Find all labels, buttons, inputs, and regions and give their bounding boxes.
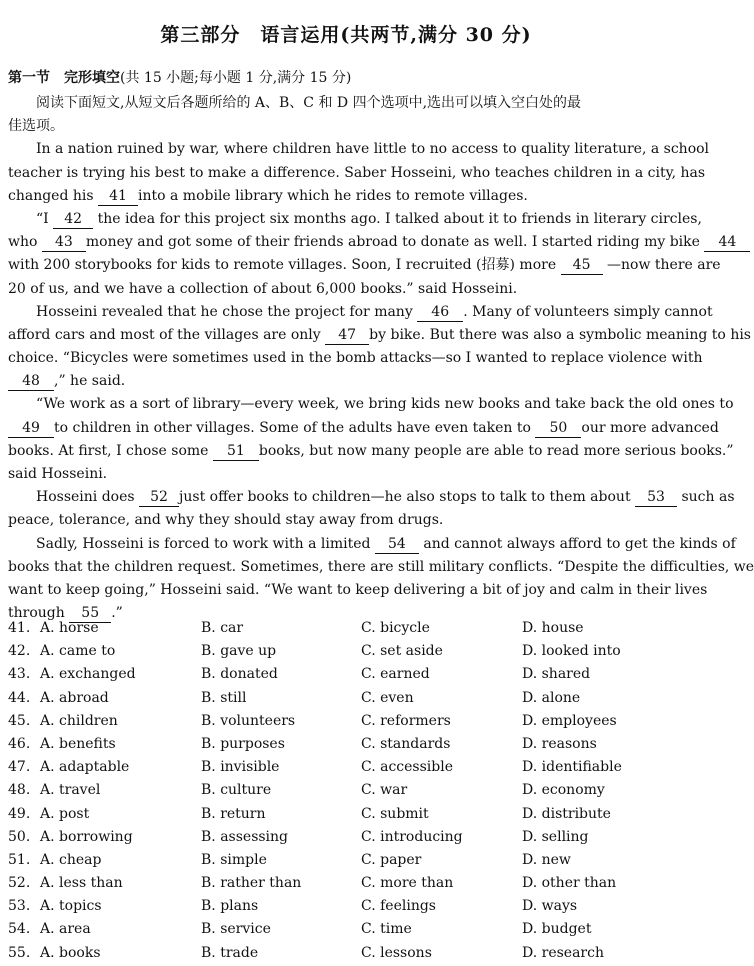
text: by bike. But there was also a symbolic meaning to his — [369, 326, 751, 343]
section-detail: (共 15 小题;每小题 1 分,满分 15 分) — [120, 70, 352, 86]
question-number: 55. — [8, 944, 31, 961]
blank-49[interactable]: 49 — [8, 420, 54, 438]
text: through — [8, 605, 65, 622]
passage-line — [8, 231, 737, 254]
question-number: 45. — [8, 712, 31, 729]
text: with 200 storybooks for kids to remote villages. Soon, I recruited (招募) more — [8, 257, 557, 274]
text: books. At first, I chose some — [8, 442, 209, 459]
option-d[interactable]: D. shared — [522, 666, 591, 683]
question-number: 42. — [8, 643, 31, 660]
option-b[interactable]: B. trade — [201, 944, 259, 961]
question-row — [8, 942, 686, 965]
question-row — [8, 617, 686, 640]
passage-line: “We work as a sort of library—every week, we bring kids new books and take back the old ones to — [36, 396, 734, 413]
option-d[interactable]: D. other than — [522, 875, 617, 892]
option-c[interactable]: C. earned — [361, 666, 430, 683]
option-b[interactable]: B. assessing — [201, 828, 289, 845]
text: money and got some of their friends abroad to donate as well. I started riding my bike — [85, 234, 700, 251]
passage-line — [8, 324, 751, 347]
option-d[interactable]: D. alone — [522, 689, 581, 706]
option-c[interactable]: C. paper — [361, 851, 422, 868]
option-c[interactable]: C. lessons — [361, 944, 432, 961]
blank-53[interactable]: 53 — [635, 489, 677, 507]
passage-line — [8, 440, 734, 463]
text: changed his — [8, 187, 94, 204]
option-a[interactable]: A. area — [40, 921, 91, 938]
option-d[interactable]: D. economy — [522, 782, 605, 799]
option-a[interactable]: A. came to — [40, 643, 116, 660]
option-a[interactable]: A. post — [40, 805, 90, 822]
option-a[interactable]: A. cheap — [40, 851, 102, 868]
option-d[interactable]: D. selling — [522, 828, 589, 845]
option-a[interactable]: A. horse — [40, 620, 99, 636]
question-number: 53. — [8, 898, 31, 915]
option-a[interactable]: A. exchanged — [40, 666, 136, 683]
passage-line: said Hosseini. — [8, 466, 108, 482]
question-row — [8, 918, 686, 941]
question-row — [8, 826, 686, 849]
question-number: 44. — [8, 689, 31, 706]
text: “I — [36, 210, 49, 227]
option-c[interactable]: C. accessible — [361, 759, 453, 776]
option-b[interactable]: B. simple — [201, 851, 267, 868]
option-c[interactable]: C. bicycle — [361, 620, 430, 636]
option-c[interactable]: C. more than — [361, 875, 454, 892]
question-row — [8, 872, 686, 895]
text: and cannot always afford to get the kinds of — [423, 535, 736, 552]
blank-43[interactable]: 43 — [42, 234, 86, 252]
passage-line: books that the children request. Sometimes, there are still military conflicts. “Despite the difficulties, we — [8, 558, 754, 575]
option-c[interactable]: C. standards — [361, 735, 451, 752]
passage-line — [8, 533, 736, 556]
option-c[interactable]: C. introducing — [361, 828, 463, 845]
blank-50[interactable]: 50 — [535, 420, 581, 438]
section-heading — [8, 67, 351, 87]
question-number: 49. — [8, 805, 31, 822]
passage-line — [8, 185, 686, 208]
option-d[interactable]: D. ways — [522, 898, 578, 915]
text: who — [8, 234, 38, 251]
option-d[interactable]: D. employees — [522, 712, 617, 729]
text: Sadly, Hosseini is forced to work with a limited — [36, 535, 371, 552]
text: Hosseini revealed that he chose the project for many — [36, 303, 413, 320]
passage-line — [8, 417, 719, 440]
option-a[interactable]: A. borrowing — [40, 828, 133, 845]
text: the idea for this project six months ago. I talked about it to friends in literary circles, — [97, 210, 702, 227]
text: .” — [111, 605, 123, 622]
option-c[interactable]: C. even — [361, 689, 414, 706]
question-row — [8, 756, 686, 779]
question-row — [8, 803, 686, 826]
option-d[interactable]: D. identifiable — [522, 759, 622, 776]
passage-line: peace, tolerance, and why they should stay away from drugs. — [8, 512, 444, 529]
question-number: 52. — [8, 875, 31, 892]
blank-51[interactable]: 51 — [213, 443, 259, 461]
option-d[interactable]: D. reasons — [522, 735, 597, 752]
question-row — [8, 710, 686, 733]
option-b[interactable]: B. still — [201, 689, 247, 706]
passage-line: want to keep going,” Hosseini said. “We want to keep delivering a bit of joy and calm in their lives — [8, 581, 708, 598]
option-c[interactable]: C. feelings — [361, 898, 436, 915]
blank-41[interactable]: 41 — [98, 188, 138, 206]
option-c[interactable]: C. submit — [361, 805, 429, 822]
passage-line — [8, 254, 721, 277]
option-c[interactable]: C. reformers — [361, 712, 451, 729]
question-number: 41. — [8, 620, 31, 636]
question-number: 47. — [8, 759, 31, 776]
option-b[interactable]: B. rather than — [201, 875, 302, 892]
question-number: 54. — [8, 921, 31, 938]
passage-line — [8, 208, 702, 231]
part-title: 第三部分 语言运用(共两节,满分 30 分) — [160, 24, 532, 46]
option-b[interactable]: B. plans — [201, 898, 259, 915]
text: —now there are — [607, 257, 721, 274]
text: afford cars and most of the villages are only — [8, 326, 321, 343]
instruction-line: 阅读下面短文,从短文后各题所给的 A、B、C 和 D 四个选项中,选出可以填入空白处的最 — [36, 95, 582, 111]
option-a[interactable]: A. abroad — [40, 689, 109, 706]
option-b[interactable]: B. volunteers — [201, 712, 296, 729]
option-b[interactable]: B. invisible — [201, 759, 280, 776]
question-number: 43. — [8, 666, 31, 683]
blank-55[interactable]: 55 — [69, 605, 111, 623]
passage-body — [8, 92, 754, 625]
passage-line — [8, 486, 735, 509]
blank-47[interactable]: 47 — [325, 327, 369, 345]
text: to children in other villages. Some of the adults have even taken to — [54, 419, 531, 436]
blank-42[interactable]: 42 — [53, 211, 93, 229]
option-a[interactable]: A. books — [40, 944, 101, 961]
answer-options — [8, 617, 686, 965]
text: Hosseini does — [36, 489, 135, 506]
text: just offer books to children—he also stops to talk to them about — [179, 489, 631, 506]
section-label: 第一节 完形填空 — [8, 70, 120, 86]
question-row — [8, 687, 686, 710]
question-row — [8, 733, 686, 756]
option-c[interactable]: C. time — [361, 921, 412, 938]
blank-54[interactable]: 54 — [375, 536, 419, 554]
passage-line: 20 of us, and we have a collection of about 6,000 books.” said Hosseini. — [8, 280, 518, 297]
option-b[interactable]: B. car — [201, 620, 244, 636]
option-d[interactable]: D. new — [522, 851, 571, 868]
question-row — [8, 663, 686, 686]
question-row — [8, 849, 686, 872]
option-a[interactable]: A. less than — [40, 875, 123, 892]
text: into a mobile library which he rides to remote villages. — [138, 187, 528, 204]
option-b[interactable]: B. service — [201, 921, 271, 938]
blank-52[interactable]: 52 — [139, 489, 179, 507]
option-c[interactable]: C. war — [361, 782, 408, 799]
option-a[interactable]: A. travel — [40, 782, 101, 799]
option-d[interactable]: D. budget — [522, 921, 592, 938]
option-d[interactable]: D. research — [522, 944, 604, 961]
option-a[interactable]: A. benefits — [40, 735, 116, 752]
option-b[interactable]: B. culture — [201, 782, 272, 799]
text: ,” he said. — [54, 373, 126, 390]
question-row — [8, 895, 686, 918]
option-b[interactable]: B. return — [201, 805, 266, 822]
option-d[interactable]: D. looked into — [522, 643, 621, 660]
option-b[interactable]: B. donated — [201, 666, 278, 683]
passage-line: In a nation ruined by war, where children have little to no access to quality literature, a school — [36, 141, 710, 158]
option-a[interactable]: A. adaptable — [40, 759, 130, 776]
text: our more advanced — [581, 419, 719, 436]
option-d[interactable]: D. house — [522, 620, 584, 636]
instruction-line: 佳选项。 — [8, 118, 64, 135]
question-number: 51. — [8, 851, 31, 868]
passage-line: teacher is trying his best to make a difference. Saber Hosseini, who teaches children in a city, has — [8, 164, 706, 181]
text: such as — [681, 489, 735, 506]
text: . Many of volunteers simply cannot — [463, 303, 713, 320]
blank-45[interactable]: 45 — [561, 257, 603, 275]
option-a[interactable]: A. children — [40, 712, 118, 729]
question-number: 46. — [8, 735, 31, 752]
option-d[interactable]: D. distribute — [522, 805, 611, 822]
passage-line — [8, 301, 713, 324]
question-number: 50. — [8, 828, 31, 845]
option-a[interactable]: A. topics — [40, 898, 102, 915]
option-c[interactable]: C. set aside — [361, 643, 443, 660]
blank-48[interactable]: 48 — [8, 373, 54, 391]
question-number: 48. — [8, 782, 31, 799]
blank-44[interactable]: 44 — [704, 234, 750, 252]
option-b[interactable]: B. purposes — [201, 735, 285, 752]
text: books, but now many people are able to read more serious books.” — [258, 442, 734, 459]
passage-line: choice. “Bicycles were sometimes used in the bomb attacks—so I wanted to replace violence with — [8, 350, 703, 367]
question-row — [8, 779, 686, 802]
option-b[interactable]: B. gave up — [201, 643, 277, 660]
passage-line — [8, 370, 686, 393]
blank-46[interactable]: 46 — [417, 304, 463, 322]
question-row — [8, 640, 686, 663]
